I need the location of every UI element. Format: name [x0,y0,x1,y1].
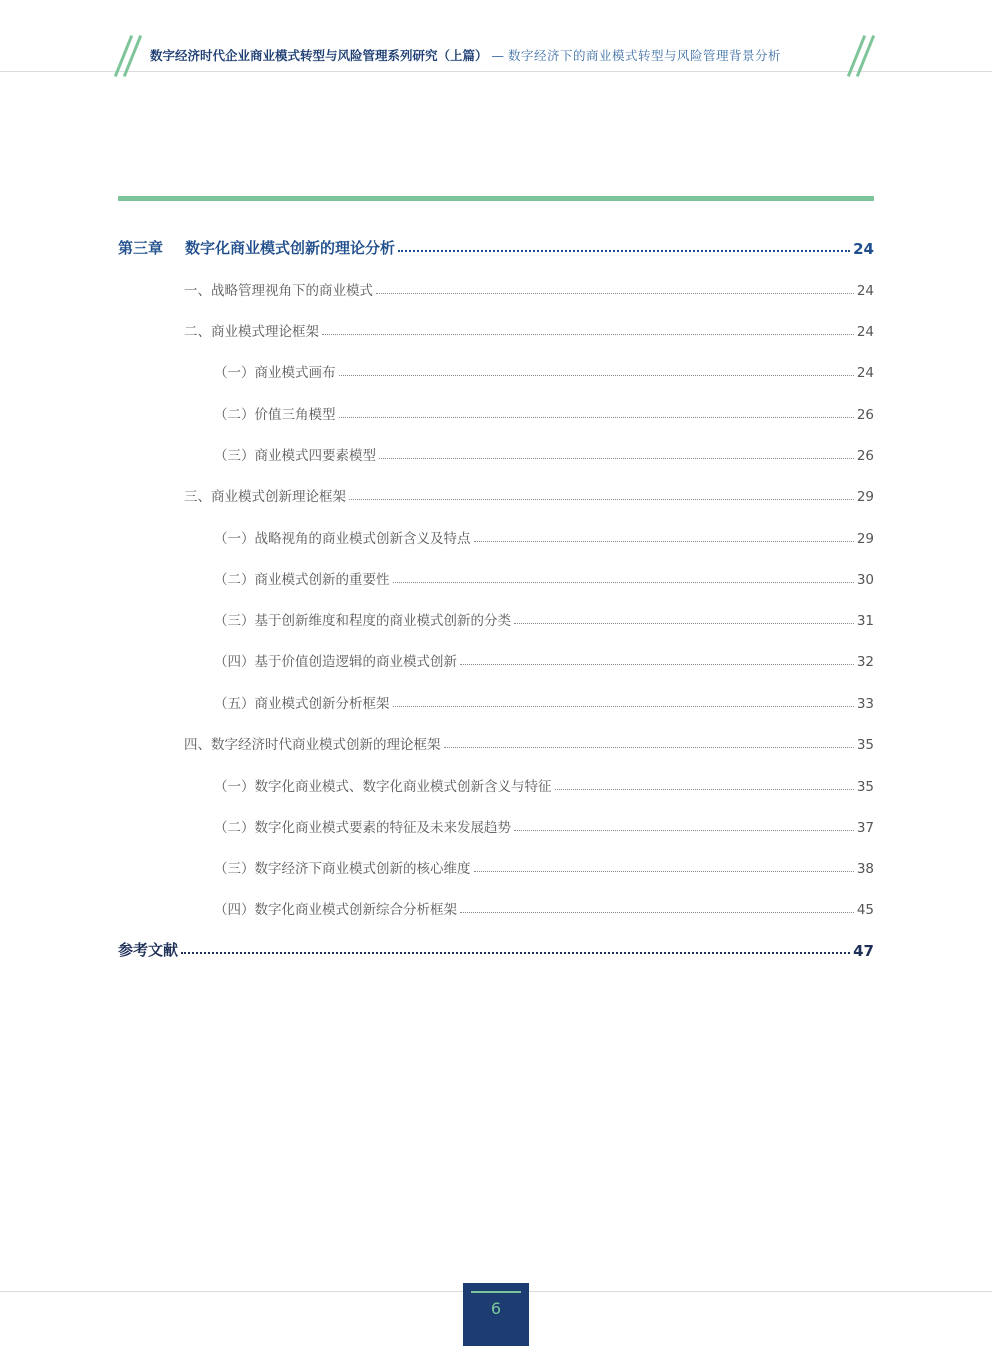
toc-entry-label: （五）商业模式创新分析框架 [214,696,390,712]
toc-page-number: 29 [856,489,874,505]
toc-references-entry[interactable] [118,938,874,960]
toc-leader-dots [514,830,854,831]
toc-leader-dots [379,458,854,459]
toc-entry-label: 一、战略管理视角下的商业模式 [184,283,373,299]
toc-page-number: 35 [856,737,874,753]
page-number-accent-bar [471,1291,521,1293]
toc-entry[interactable] [214,814,874,836]
toc-leader-dots [460,912,854,913]
toc-leader-dots [181,952,850,954]
toc-entry-label: （二）数字化商业模式要素的特征及未来发展趋势 [214,820,511,836]
toc-entry[interactable] [214,442,874,464]
toc-entry-label: （一）数字化商业模式、数字化商业模式创新含义与特征 [214,779,552,795]
toc-leader-dots [474,541,854,542]
chapter-number: 第三章 [118,239,164,257]
toc-page-number: 30 [856,572,874,588]
toc-page-number: 24 [853,240,874,258]
toc-leader-dots [474,871,854,872]
toc-leader-dots [322,334,854,335]
toc-page-number: 47 [853,942,874,960]
toc-leader-dots [398,250,850,252]
toc-page-number: 24 [856,324,874,340]
toc-page-number: 31 [856,613,874,629]
toc-page-number: 24 [856,365,874,381]
toc-entry[interactable] [184,483,874,505]
toc-entry-label: （一）战略视角的商业模式创新含义及特点 [214,531,471,547]
toc-leader-dots [376,293,854,294]
toc-leader-dots [514,623,854,624]
toc-entry[interactable] [214,607,874,629]
page-number: 6 [490,1299,502,1318]
toc-entry[interactable] [214,525,874,547]
toc-page-number: 45 [856,902,874,918]
header-rule [0,71,992,72]
toc-entry-label: （三）数字经济下商业模式创新的核心维度 [214,861,471,877]
toc-leader-dots [444,747,854,748]
toc-entry[interactable] [214,401,874,423]
toc-entry[interactable] [184,731,874,753]
toc-leader-dots [393,706,854,707]
toc-entry-label: （四）基于价值创造逻辑的商业模式创新 [214,654,457,670]
toc-page-number: 32 [856,654,874,670]
toc-entry[interactable] [214,773,874,795]
toc-leader-dots [393,582,854,583]
page-number-box [463,1283,529,1346]
toc-entry-label: （四）数字化商业模式创新综合分析框架 [214,902,457,918]
toc-entry-label: 三、商业模式创新理论框架 [184,489,346,505]
toc-page-number: 38 [856,861,874,877]
chapter-title: 数字化商业模式创新的理论分析 [185,239,396,257]
toc-entry-label: （三）基于创新维度和程度的商业模式创新的分类 [214,613,511,629]
toc-page-number: 26 [856,407,874,423]
toc-page-number: 35 [856,779,874,795]
running-header [150,48,850,64]
header-title-sub: 数字经济下的商业模式转型与风险管理背景分析 [508,48,782,63]
toc-entry[interactable] [214,648,874,670]
toc-page-number: 24 [856,283,874,299]
toc-entry-label: （二）商业模式创新的重要性 [214,572,390,588]
toc-entry-label: （一）商业模式画布 [214,365,336,381]
toc-entry-label: （二）价值三角模型 [214,407,336,423]
toc-leader-dots [460,664,854,665]
toc-page-number: 29 [856,531,874,547]
toc-page-number: 26 [856,448,874,464]
toc-chapter-entry[interactable] [118,236,874,258]
toc-entry[interactable] [214,896,874,918]
toc-page-number: 37 [856,820,874,836]
toc-entry-label: （三）商业模式四要素模型 [214,448,376,464]
toc-entry-label: 二、商业模式理论框架 [184,324,319,340]
toc-leader-dots [555,789,854,790]
toc-entry[interactable] [214,855,874,877]
toc-entry[interactable] [214,359,874,381]
toc-entry-label: 四、数字经济时代商业模式创新的理论框架 [184,737,441,753]
toc-entry[interactable] [214,690,874,712]
toc-page-number: 33 [856,696,874,712]
toc-leader-dots [339,417,854,418]
toc-entry[interactable] [214,566,874,588]
toc-entry[interactable] [184,277,874,299]
section-divider-bar [118,196,874,201]
toc-leader-dots [339,375,854,376]
header-separator: — [491,48,505,63]
header-title-main: 数字经济时代企业商业模式转型与风险管理系列研究（上篇） [150,48,488,63]
toc-entry[interactable] [184,318,874,340]
toc-leader-dots [349,499,854,500]
references-label: 参考文献 [118,941,179,959]
